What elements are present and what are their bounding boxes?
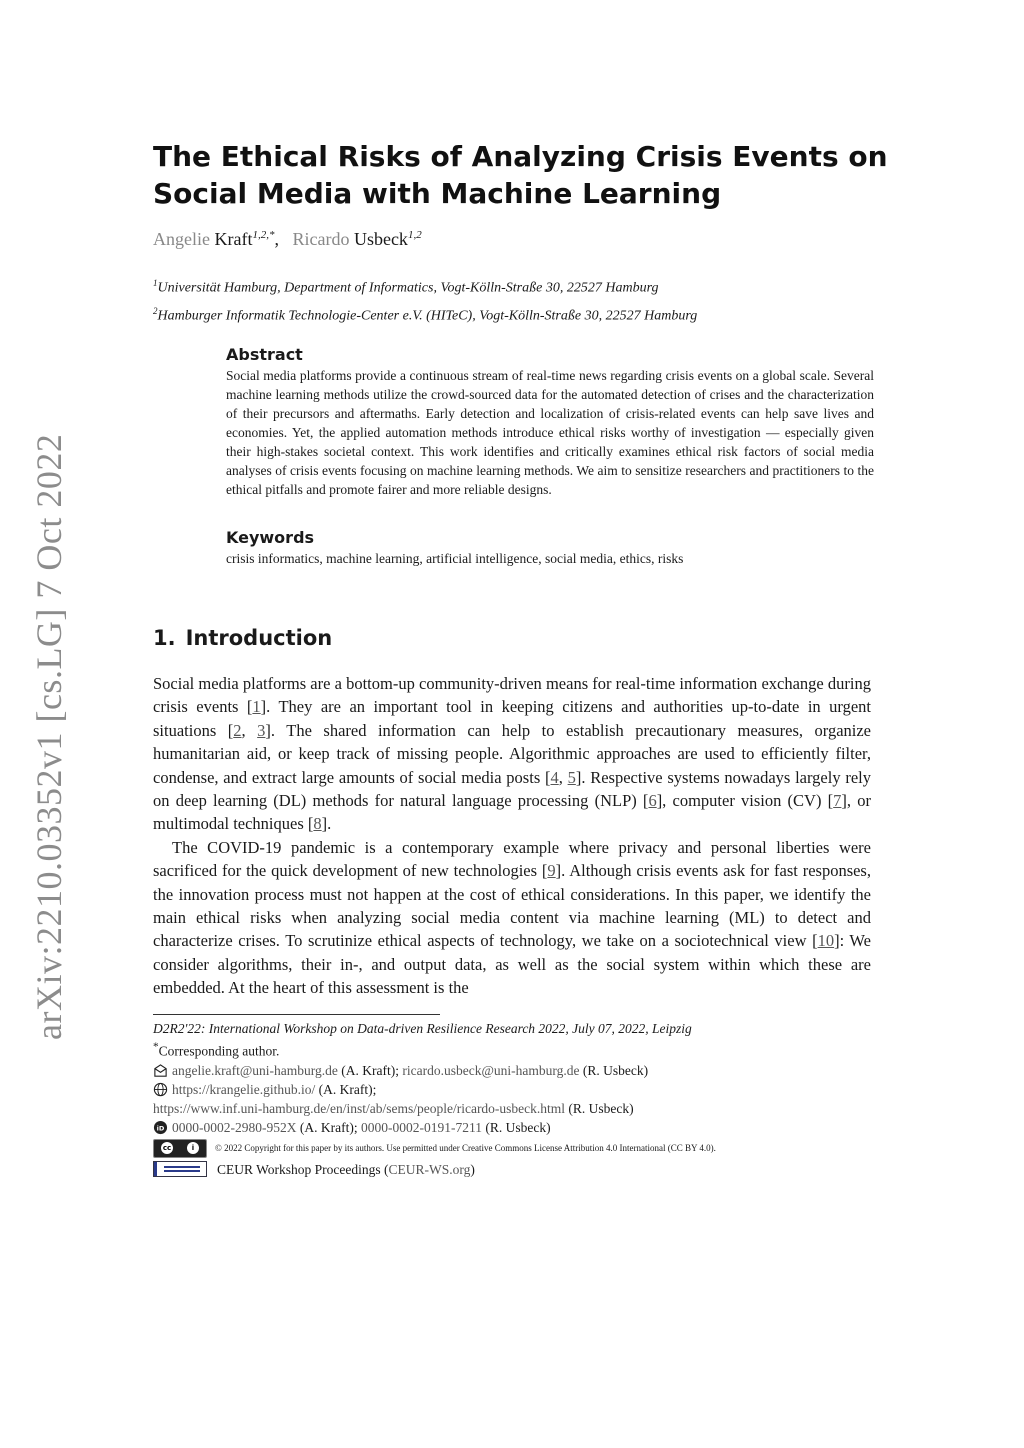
corresponding-text: Corresponding author. xyxy=(158,1043,280,1059)
author-2 xyxy=(292,229,421,249)
ceur-ws-link[interactable]: CEUR-WS.org xyxy=(388,1161,471,1177)
citation-link[interactable]: 8 xyxy=(313,814,322,834)
keywords-heading: Keywords xyxy=(226,528,315,547)
citation-link[interactable]: 2 xyxy=(233,720,242,740)
paper-title: The Ethical Risks of Analyzing Crisis Events on Social Media with Machine Learning xyxy=(153,140,888,210)
author-1: Angelie Kraft$^{1,2,*}$, xyxy=(153,229,284,249)
affiliation-2-marker: 2 xyxy=(153,305,158,316)
email-row xyxy=(153,1061,873,1080)
orcid-icon xyxy=(153,1120,168,1135)
keywords-text: crisis informatics, machine learning, artificial intelligence, social media, ethics, risks xyxy=(226,551,684,566)
ceur-text: CEUR Workshop Proceedings ( xyxy=(217,1161,389,1177)
arxiv-identifier-stamp: arXiv:2210.03352v1 [cs.LG] 7 Oct 2022 xyxy=(29,433,69,1040)
globe-icon xyxy=(153,1082,168,1097)
author-1-family-name: Kraft xyxy=(214,229,253,249)
cc-by-license-icon: cc i xyxy=(153,1139,207,1158)
footnote-area xyxy=(153,1019,873,1179)
affiliation-2 xyxy=(153,300,697,328)
section-number: 1. xyxy=(153,626,176,650)
orcid-link-usbeck[interactable]: 0000-0002-0191-7211 xyxy=(360,1119,482,1135)
keywords-section xyxy=(226,528,874,568)
website-link-kraft[interactable]: https://krangelie.github.io/ xyxy=(172,1081,316,1097)
abstract-heading: Abstract xyxy=(226,345,303,364)
website-row xyxy=(153,1080,873,1099)
affiliation-1-text: Universität Hamburg, Department of Informatics, Vogt-Kölln-Straße 30, 22527 Hamburg xyxy=(157,280,659,296)
citation-link[interactable]: 1 xyxy=(252,697,261,717)
license-text: © 2022 Copyright for this paper by its authors. Use permitted under Creative Commons License Attribution 4.0 International (CC BY 4.0). xyxy=(215,1142,716,1153)
paragraph-1: Social media platforms are a bottom-up community-driven means for real-time information exchange during crisis events [1]. They are an important tool in keeping citizens and authorities up-to-date in urgent situations [2, 3]. The shared information can help to establish precautionary measures, organize humanitarian aid, or keep track of missing people. Algorithmic approaches are used to efficiently filter, condense, and extract large amounts of social media posts [4, 5]. Respective systems nowadays largely rely on deep learning (DL) methods for natural language processing (NLP) [6], computer vision (CV) [7], or multimodal techniques [8]. xyxy=(153,674,872,834)
ceur-row xyxy=(153,1160,873,1179)
author-1-given-name: Angelie xyxy=(153,229,210,249)
citation-link[interactable]: 10 xyxy=(817,931,835,951)
footnote-rule xyxy=(153,1014,440,1015)
email-link-usbeck[interactable]: ricardo.usbeck@uni-hamburg.de xyxy=(402,1062,580,1078)
venue-note: D2R2'22: International Workshop on Data-driven Resilience Research 2022, July 07, 2022, Leipzig xyxy=(153,1021,692,1036)
affiliation-1-marker: 1 xyxy=(153,278,158,288)
citation-link[interactable]: 3 xyxy=(257,720,266,740)
author-list xyxy=(153,229,422,250)
author-2-affil-marker: 1,2 xyxy=(407,229,422,241)
corresponding-asterisk: * xyxy=(153,1041,159,1053)
ceur-logo-icon xyxy=(153,1161,207,1177)
corresponding-note xyxy=(153,1038,873,1061)
section-title-text: Introduction xyxy=(185,626,333,650)
author-1-affil-marker: 1,2,* xyxy=(252,229,275,241)
citation-link[interactable]: 7 xyxy=(833,791,842,811)
email-usbeck-label: (R. Usbeck) xyxy=(579,1062,649,1078)
introduction-body xyxy=(153,672,871,1000)
section-heading-introduction xyxy=(153,626,332,650)
website-usbeck-label: (R. Usbeck) xyxy=(565,1100,634,1116)
orcid-kraft-label: (A. Kraft); xyxy=(296,1119,361,1135)
orcid-row xyxy=(153,1118,873,1137)
orcid-usbeck-label: (R. Usbeck) xyxy=(481,1119,551,1135)
svg-text:iD: iD xyxy=(156,1123,165,1132)
citation-link[interactable]: 9 xyxy=(547,861,556,881)
paragraph-2: The COVID-19 pandemic is a contemporary example where privacy and personal liberties were sacrificed for the quick development of new technologies [9]. Although crisis events ask for fast responses, the innovation process must not happen at the cost of ethical considerations. In this paper, we identify the main ethical risks when analyzing social media content via machine learning (ML) to detect and characterize crises. To scrutinize ethical aspects of technology, we take on a sociotechnical view [10]: We consider algorithms, their in-, and output data, as well as the social system within which these are embedded. At the heart of this assessment is the xyxy=(153,837,872,998)
website-link-usbeck[interactable]: https://www.inf.uni-hamburg.de/en/inst/ab/sems/people/ricardo-usbeck.html xyxy=(153,1100,566,1116)
author-2-family-name: Usbeck xyxy=(353,229,408,249)
ceur-close: ) xyxy=(470,1161,475,1177)
orcid-link-kraft[interactable]: 0000-0002-2980-952X xyxy=(172,1119,297,1135)
license-row xyxy=(153,1139,873,1158)
email-link-kraft[interactable]: angelie.kraft@uni-hamburg.de xyxy=(172,1062,338,1078)
website-kraft-label: (A. Kraft); xyxy=(315,1081,377,1097)
website-row-2 xyxy=(153,1099,873,1118)
envelope-icon xyxy=(153,1063,168,1078)
citation-link[interactable]: 4 xyxy=(550,767,559,787)
affiliation-list xyxy=(153,272,697,327)
affiliation-1 xyxy=(153,272,697,300)
citation-link[interactable]: 6 xyxy=(648,791,657,811)
author-2-given-name: Ricardo xyxy=(292,229,350,249)
abstract-text: Social media platforms provide a continuous stream of real-time news regarding crisis events on a global scale. Several machine learning methods utilize the crowd-sourced data for the automated detection of crises and the characterization of their precursors and aftermaths. Early detection and localization of crisis-related events can help save lives and economies. Yet, the applied automation methods introduce ethical risks worthy of investigation — especially given their high-stakes societal context. This work identifies and critically examines ethical risk factors of social media analyses of crisis events focusing on machine learning methods. We aim to sensitize researchers and practitioners to the ethical pitfalls and promote fairer and more reliable designs. xyxy=(226,368,874,497)
abstract-section xyxy=(226,345,874,499)
citation-link[interactable]: 5 xyxy=(567,767,576,787)
affiliation-2-text: Hamburger Informatik Technologie-Center e.V. (HITeC), Vogt-Kölln-Straße 30, 22527 Hamburg xyxy=(157,308,698,324)
email-kraft-label: (A. Kraft); xyxy=(337,1062,403,1078)
